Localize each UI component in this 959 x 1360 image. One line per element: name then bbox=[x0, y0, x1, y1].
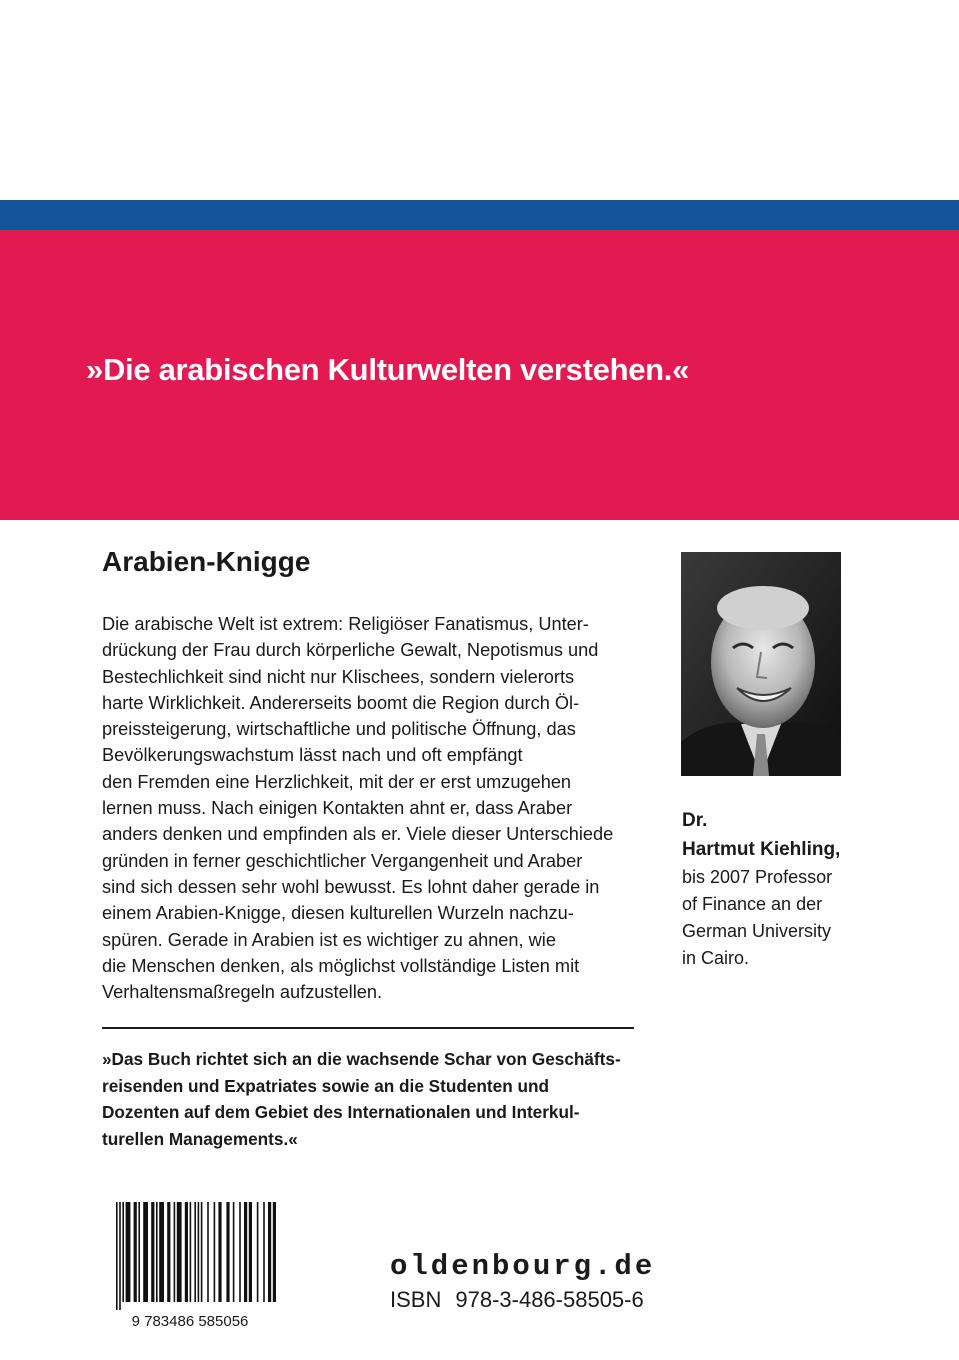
isbn-label: ISBN bbox=[390, 1287, 442, 1312]
barcode-bar bbox=[207, 1202, 209, 1302]
barcode-bar bbox=[156, 1202, 158, 1302]
barcode-bar bbox=[244, 1202, 247, 1302]
description-line: die Menschen denken, als möglichst vollständige Listen mit bbox=[102, 955, 580, 976]
publisher-website[interactable]: oldenbourg.de bbox=[390, 1250, 656, 1283]
author-portrait-image bbox=[681, 552, 841, 776]
barcode-bar bbox=[185, 1202, 188, 1302]
tagline: »Die arabischen Kulturwelten verstehen.« bbox=[86, 352, 690, 387]
book-quote bbox=[102, 1046, 642, 1152]
barcode-bar bbox=[190, 1202, 192, 1302]
barcode-bar bbox=[201, 1202, 203, 1302]
description-line: harte Wirklichkeit. Andererseits boomt die Region durch Öl- bbox=[102, 692, 580, 713]
barcode-graphic bbox=[100, 1202, 280, 1332]
barcode-bar bbox=[214, 1202, 216, 1302]
description-line: Bevölkerungswachstum lässt nach und oft empfängt bbox=[102, 745, 523, 766]
barcode-bar bbox=[122, 1202, 124, 1302]
description-line: gründen in ferner geschichtlicher Vergangenheit und Araber bbox=[102, 850, 583, 871]
barcode-bar bbox=[273, 1202, 276, 1302]
barcode-bar bbox=[249, 1202, 252, 1302]
barcode-bar bbox=[116, 1202, 118, 1310]
barcode-bar bbox=[143, 1202, 148, 1302]
description-line: spüren. Gerade in Arabien ist es wichtiger zu ahnen, wie bbox=[102, 929, 556, 950]
barcode-bar bbox=[218, 1202, 221, 1302]
description-line: sind sich dessen sehr wohl bewusst. Es lohnt daher gerade in bbox=[102, 876, 600, 897]
description-line: preissteigerung, wirtschaftliche und politische Öffnung, das bbox=[102, 719, 576, 740]
description-line: Bestechlichkeit sind nicht nur Klischees, sondern vielerorts bbox=[102, 666, 575, 687]
description-line: Verhaltensmaßregeln aufzustellen. bbox=[102, 982, 383, 1003]
description-line: Die arabische Welt ist extrem: Religiöser Fanatismus, Unter- bbox=[102, 614, 589, 634]
quote-line: reisenden und Expatriates sowie an die Studenten und bbox=[102, 1075, 549, 1096]
quote-line: »Das Buch richtet sich an die wachsende Schar von Geschäfts- bbox=[102, 1049, 621, 1069]
isbn-line bbox=[390, 1287, 644, 1313]
author-bio-line: in Cairo. bbox=[682, 948, 750, 968]
author-bio-line: bis 2007 Professor bbox=[682, 867, 833, 887]
barcode-bar bbox=[138, 1202, 140, 1302]
barcode-digits: 9 783486 585056 bbox=[131, 1313, 249, 1330]
barcode-bar bbox=[167, 1202, 170, 1302]
author-bio-line: German University bbox=[682, 921, 832, 941]
barcode-bar bbox=[239, 1202, 241, 1302]
isbn-barcode bbox=[100, 1202, 280, 1332]
barcode-bar bbox=[268, 1202, 271, 1302]
barcode-bar bbox=[233, 1202, 235, 1302]
barcode-bar bbox=[177, 1202, 182, 1302]
barcode-bar bbox=[119, 1202, 121, 1310]
barcode-bar bbox=[226, 1202, 229, 1302]
barcode-bar bbox=[126, 1202, 131, 1302]
book-title: Arabien-Knigge bbox=[102, 546, 311, 577]
blue-band bbox=[0, 200, 959, 230]
description-line: anders denken und empfinden als er. Viele dieser Unterschiede bbox=[102, 824, 614, 845]
barcode-bar bbox=[257, 1202, 259, 1302]
description-line: lernen muss. Nach einigen Kontakten ahnt er, dass Araber bbox=[102, 798, 573, 819]
barcode-bar bbox=[159, 1202, 164, 1302]
description-line: drückung der Frau durch körperliche Gewalt, Nepotismus und bbox=[102, 640, 599, 661]
description-line: den Fremden eine Herzlichkeit, mit der er erst umzugehen bbox=[102, 771, 572, 792]
quote-line: turellen Managements.« bbox=[102, 1128, 298, 1149]
quote-line: Dozenten auf dem Gebiet des Internationalen und Interkul- bbox=[102, 1102, 580, 1122]
author-name: Hartmut Kiehling, bbox=[682, 839, 841, 860]
description-line: einem Arabien-Knigge, diesen kulturellen Wurzeln nachzu- bbox=[102, 903, 574, 924]
barcode-bar bbox=[194, 1202, 196, 1302]
author-title: Dr. bbox=[682, 810, 708, 831]
author-photo bbox=[681, 552, 841, 776]
author-info bbox=[682, 806, 882, 972]
section-divider bbox=[102, 1027, 634, 1029]
author-bio-line: of Finance an der bbox=[682, 894, 823, 914]
book-description bbox=[102, 611, 642, 1005]
barcode-bar bbox=[151, 1202, 154, 1302]
barcode-bar bbox=[174, 1202, 176, 1302]
barcode-bar bbox=[134, 1202, 137, 1302]
isbn-number: 978-3-486-58505-6 bbox=[455, 1287, 644, 1312]
barcode-bar bbox=[198, 1202, 200, 1302]
barcode-bar bbox=[263, 1202, 265, 1302]
